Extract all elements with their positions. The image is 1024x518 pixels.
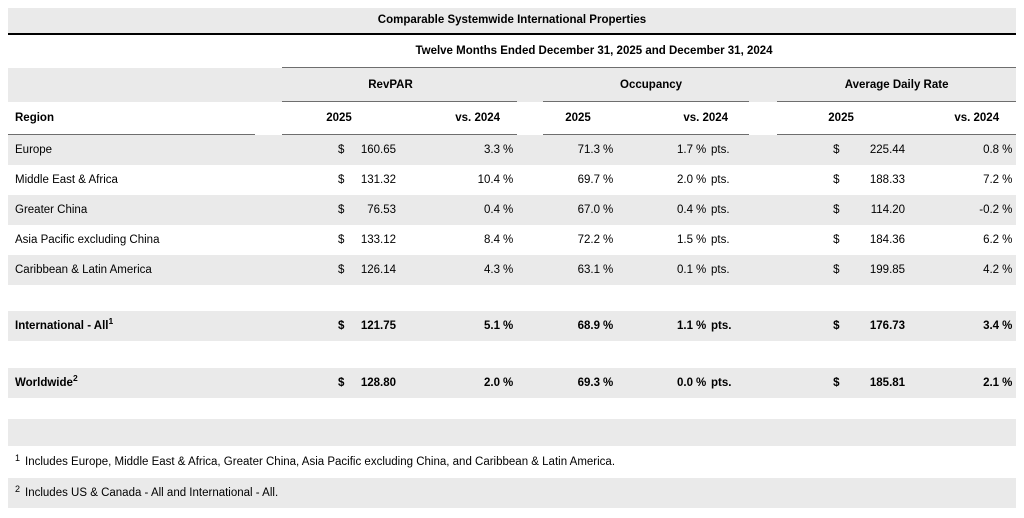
group-header-row bbox=[8, 68, 1016, 102]
group-header-revpar: RevPAR bbox=[282, 68, 517, 102]
revpar-2025-value: 76.53 bbox=[348, 195, 396, 225]
revpar-vs-2024-value: 10.4 bbox=[396, 165, 500, 195]
group-header-adr: Average Daily Rate bbox=[777, 68, 1016, 102]
adr-2025-value: 184.36 bbox=[843, 225, 905, 255]
table-row-worldwide bbox=[8, 368, 1016, 398]
spacer-row bbox=[8, 341, 1016, 368]
percent-sign: % bbox=[500, 311, 517, 341]
percent-sign: % bbox=[693, 255, 705, 285]
adr-vs-2024-value: 2.1 bbox=[905, 368, 999, 398]
revpar-2025-value: 160.65 bbox=[348, 135, 396, 166]
percent-sign: % bbox=[999, 225, 1016, 255]
revpar-vs-2024-value: 2.0 bbox=[396, 368, 500, 398]
column-header-row bbox=[8, 102, 1016, 135]
percent-sign: % bbox=[693, 135, 705, 166]
dollar-sign: $ bbox=[336, 195, 348, 225]
percent-sign: % bbox=[999, 311, 1016, 341]
dollar-sign: $ bbox=[336, 135, 348, 166]
revpar-2025-value: 128.80 bbox=[348, 368, 396, 398]
occupancy-2025-value: 72.2 bbox=[543, 225, 600, 255]
footnote-1-marker: 1 bbox=[15, 453, 21, 463]
col-header-region: Region bbox=[8, 102, 282, 135]
percent-sign: % bbox=[999, 255, 1016, 285]
dollar-sign: $ bbox=[336, 225, 348, 255]
percent-sign: % bbox=[600, 255, 613, 285]
dollar-sign: $ bbox=[336, 368, 348, 398]
percent-sign: % bbox=[999, 195, 1016, 225]
percent-sign: % bbox=[999, 165, 1016, 195]
col-gap bbox=[517, 102, 543, 135]
dollar-sign: $ bbox=[831, 311, 843, 341]
col-header-revpar-vs-2024: vs. 2024 bbox=[396, 102, 517, 135]
revpar-2025-value: 131.32 bbox=[348, 165, 396, 195]
percent-sign: % bbox=[999, 135, 1016, 166]
percent-sign: % bbox=[600, 195, 613, 225]
percent-sign: % bbox=[693, 225, 705, 255]
region-label: Europe bbox=[8, 135, 282, 166]
pts-label: pts. bbox=[705, 368, 749, 398]
footnote-2-marker: 2 bbox=[15, 484, 21, 494]
occupancy-vs-2024-value: 0.4 bbox=[613, 195, 693, 225]
revpar-2025-value: 126.14 bbox=[348, 255, 396, 285]
dollar-sign: $ bbox=[831, 195, 843, 225]
footnote-2 bbox=[8, 478, 1016, 508]
occupancy-vs-2024-value: 1.7 bbox=[613, 135, 693, 166]
revpar-2025-value: 133.12 bbox=[348, 225, 396, 255]
percent-sign: % bbox=[600, 135, 613, 166]
percent-sign: % bbox=[500, 368, 517, 398]
adr-2025-value: 176.73 bbox=[843, 311, 905, 341]
percent-sign: % bbox=[693, 165, 705, 195]
footnote-1-text: Includes Europe, Middle East & Africa, Greater China, Asia Pacific excluding China, and Caribbean & Latin America. bbox=[25, 456, 616, 468]
percent-sign: % bbox=[500, 195, 517, 225]
occupancy-2025-value: 68.9 bbox=[543, 311, 600, 341]
occupancy-vs-2024-value: 1.1 bbox=[613, 311, 693, 341]
table-row-asia-pacific bbox=[8, 225, 1016, 255]
period-subtitle: Twelve Months Ended December 31, 2025 and December 31, 2024 bbox=[8, 35, 1016, 67]
region-label: International - All bbox=[15, 320, 109, 332]
percent-sign: % bbox=[600, 165, 613, 195]
percent-sign: % bbox=[600, 311, 613, 341]
adr-2025-value: 185.81 bbox=[843, 368, 905, 398]
group-header-occupancy: Occupancy bbox=[543, 68, 749, 102]
adr-vs-2024-value: 6.2 bbox=[905, 225, 999, 255]
pts-label: pts. bbox=[705, 165, 749, 195]
percent-sign: % bbox=[500, 135, 517, 166]
col-header-revpar-2025: 2025 bbox=[282, 102, 396, 135]
pts-label: pts. bbox=[705, 311, 749, 341]
col-header-adr-2025: 2025 bbox=[777, 102, 905, 135]
occupancy-vs-2024-value: 1.5 bbox=[613, 225, 693, 255]
group-gap bbox=[517, 68, 543, 102]
table-title: Comparable Systemwide International Properties bbox=[8, 8, 1016, 35]
group-header-region-spacer bbox=[8, 68, 282, 102]
percent-sign: % bbox=[500, 255, 517, 285]
footnote-1 bbox=[8, 446, 1016, 478]
col-header-occupancy-2025: 2025 bbox=[543, 102, 613, 135]
dollar-sign: $ bbox=[831, 225, 843, 255]
occupancy-vs-2024-value: 0.1 bbox=[613, 255, 693, 285]
adr-vs-2024-value: 3.4 bbox=[905, 311, 999, 341]
revpar-2025-value: 121.75 bbox=[348, 311, 396, 341]
table-row-caribbean-latam bbox=[8, 255, 1016, 285]
spacer-row bbox=[8, 398, 1016, 419]
pts-label: pts. bbox=[705, 135, 749, 166]
international-properties-table bbox=[8, 67, 1016, 446]
occupancy-vs-2024-value: 2.0 bbox=[613, 165, 693, 195]
percent-sign: % bbox=[600, 225, 613, 255]
adr-2025-value: 114.20 bbox=[843, 195, 905, 225]
dollar-sign: $ bbox=[336, 165, 348, 195]
adr-vs-2024-value: 4.2 bbox=[905, 255, 999, 285]
percent-sign: % bbox=[600, 368, 613, 398]
col-gap bbox=[749, 102, 777, 135]
pts-label: pts. bbox=[705, 255, 749, 285]
col-header-occupancy-vs-2024: vs. 2024 bbox=[613, 102, 749, 135]
region-label: Greater China bbox=[8, 195, 282, 225]
dollar-sign: $ bbox=[336, 255, 348, 285]
dollar-sign: $ bbox=[831, 135, 843, 166]
percent-sign: % bbox=[500, 165, 517, 195]
col-header-adr-vs-2024: vs. 2024 bbox=[905, 102, 1016, 135]
dollar-sign: $ bbox=[831, 255, 843, 285]
occupancy-2025-value: 69.7 bbox=[543, 165, 600, 195]
table-row-europe bbox=[8, 135, 1016, 166]
revpar-vs-2024-value: 8.4 bbox=[396, 225, 500, 255]
pts-label: pts. bbox=[705, 225, 749, 255]
revpar-vs-2024-value: 5.1 bbox=[396, 311, 500, 341]
region-label: Worldwide bbox=[15, 377, 73, 389]
footnote-2-marker: 2 bbox=[72, 373, 78, 384]
pts-label: pts. bbox=[705, 195, 749, 225]
adr-2025-value: 188.33 bbox=[843, 165, 905, 195]
occupancy-2025-value: 71.3 bbox=[543, 135, 600, 166]
revpar-vs-2024-value: 4.3 bbox=[396, 255, 500, 285]
adr-vs-2024-value: -0.2 bbox=[905, 195, 999, 225]
adr-2025-value: 199.85 bbox=[843, 255, 905, 285]
footnote-2-text: Includes US & Canada - All and International - All. bbox=[25, 487, 279, 499]
table-row-greater-china bbox=[8, 195, 1016, 225]
percent-sign: % bbox=[693, 195, 705, 225]
percent-sign: % bbox=[999, 368, 1016, 398]
occupancy-2025-value: 67.0 bbox=[543, 195, 600, 225]
group-gap bbox=[749, 68, 777, 102]
adr-vs-2024-value: 0.8 bbox=[905, 135, 999, 166]
table-row-middle-east-africa bbox=[8, 165, 1016, 195]
percent-sign: % bbox=[693, 311, 705, 341]
region-label: Caribbean & Latin America bbox=[8, 255, 282, 285]
dollar-sign: $ bbox=[336, 311, 348, 341]
table-row-international-all bbox=[8, 311, 1016, 341]
footnote-1-marker: 1 bbox=[108, 316, 114, 327]
spacer-row bbox=[8, 285, 1016, 311]
percent-sign: % bbox=[500, 225, 517, 255]
revpar-vs-2024-value: 3.3 bbox=[396, 135, 500, 166]
revpar-vs-2024-value: 0.4 bbox=[396, 195, 500, 225]
occupancy-2025-value: 63.1 bbox=[543, 255, 600, 285]
adr-2025-value: 225.44 bbox=[843, 135, 905, 166]
dollar-sign: $ bbox=[831, 165, 843, 195]
region-label: Middle East & Africa bbox=[8, 165, 282, 195]
adr-vs-2024-value: 7.2 bbox=[905, 165, 999, 195]
percent-sign: % bbox=[693, 368, 705, 398]
occupancy-2025-value: 69.3 bbox=[543, 368, 600, 398]
occupancy-vs-2024-value: 0.0 bbox=[613, 368, 693, 398]
dollar-sign: $ bbox=[831, 368, 843, 398]
region-label: Asia Pacific excluding China bbox=[8, 225, 282, 255]
empty-gray-band bbox=[8, 419, 1016, 446]
